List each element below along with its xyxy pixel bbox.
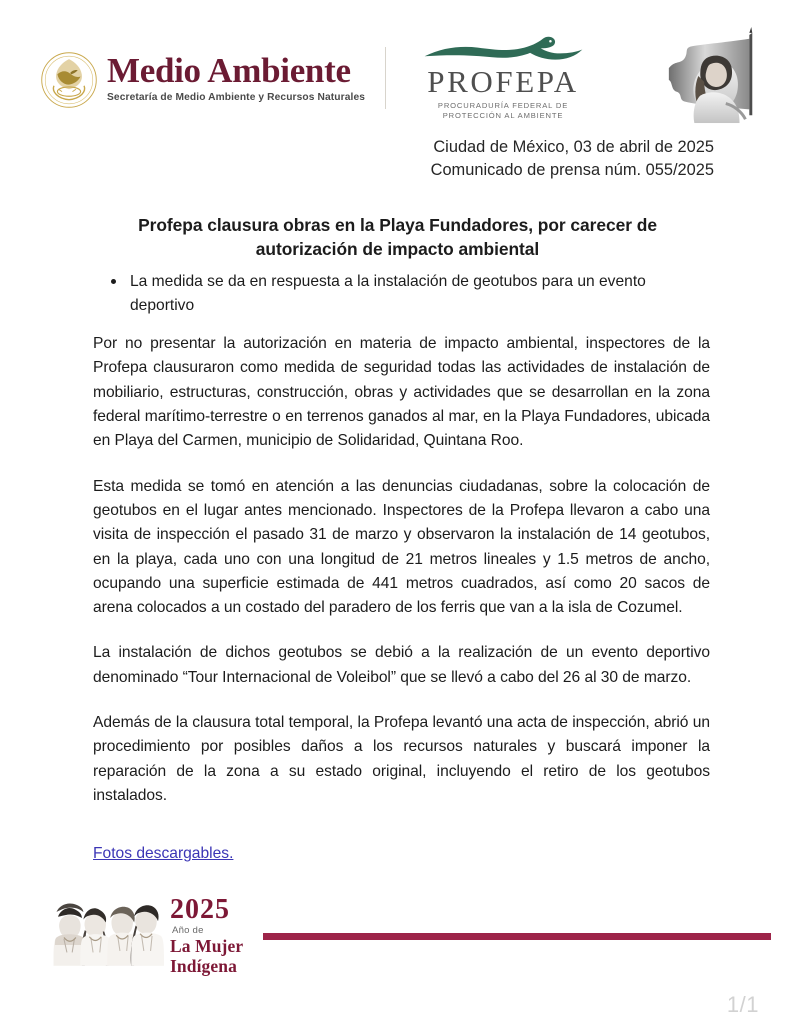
body-content [93, 332, 710, 808]
woman-with-mexican-flag-illustration [655, 25, 773, 131]
campaign-name-line1: La Mujer [170, 936, 244, 957]
bulletin-number: Comunicado de prensa núm. 055/2025 [430, 161, 714, 180]
highlight-list [93, 270, 713, 317]
campaign-name-line2: Indígena [170, 955, 237, 976]
place-date: Ciudad de México, 03 de abril de 2025 [433, 138, 714, 156]
photos-download-link[interactable]: Fotos descargables. [93, 845, 234, 862]
paragraph: La instalación de dichos geotubos se debió a la realización de un evento deportivo denominado “Tour Internacional de Voleibol” que se llevó a cabo del 26 al 30 de marzo. [93, 644, 710, 686]
paragraph: Además de la clausura total temporal, la Profepa levantó una acta de inspección, abrió un procedimiento por posibles daños a los recursos naturales y buscará imponer la reparación de la zona a su estado original, incluyendo el retiro de los geotubos instalados. [93, 714, 710, 804]
indigenous-women-illustration [52, 894, 164, 978]
document-footer [0, 888, 795, 984]
profepa-subtitle-line1: PROCURADURÍA FEDERAL DE [437, 100, 569, 110]
list-item: La medida se da en respuesta a la instalación de geotubos para un evento deportivo [93, 270, 713, 317]
semarnat-logo [40, 47, 365, 109]
profepa-logo [408, 35, 598, 121]
document-header [0, 22, 795, 134]
profepa-wordmark: PROFEPA [427, 63, 579, 99]
page-indicator: 1/1 [726, 992, 759, 1017]
footer-rule [263, 933, 771, 940]
campaign-wordmark [170, 893, 244, 977]
paragraph: Esta medida se tomó en atención a las denuncias ciudadanas, sobre la colocación de geotubos en el lugar antes mencionado. Inspectores de la Profepa llevaron a cabo una visita de inspección el pasado 31 de marzo y observaron la instalación de 14 geotubos, en la playa, cada uno con una longitud de 21 metros lineales y 1.5 metros de ancho, ocupando una superficie estimada de 441 metros cuadrados, así como 20 sacos de arena colocados a un costado del paradero de los ferris que van a la isla de Cozumel. [93, 477, 710, 617]
profepa-eagle-icon [418, 35, 588, 65]
campaign-anio-de: Año de [172, 924, 204, 936]
campaign-year: 2025 [170, 893, 230, 925]
semarnat-title: Medio Ambiente [107, 51, 351, 91]
header-divider [385, 47, 386, 109]
semarnat-subtitle: Secretaría de Medio Ambiente y Recursos Naturales [107, 91, 366, 103]
dateline-block [431, 136, 714, 183]
profepa-subtitle [438, 101, 568, 121]
paragraph: Por no presentar la autorización en materia de impacto ambiental, inspectores de la Profepa clausuraron como medida de seguridad todas las actividades de instalación de mobiliario, estructuras, construcción, obras y actividades que se desarrollan en la zona federal marítimo-terrestre o en terrenos ganados al mar, en la Playa Fundadores, ubicada en Playa del Carmen, municipio de Solidaridad, Quintana Roo. [93, 335, 710, 450]
profepa-subtitle-line2: PROTECCIÓN AL AMBIENTE [442, 111, 564, 120]
mexican-coat-of-arms-icon [40, 51, 98, 109]
page-title: Profepa clausura obras en la Playa Fundadores, por carecer de autorización de impacto ambiental [138, 214, 657, 260]
